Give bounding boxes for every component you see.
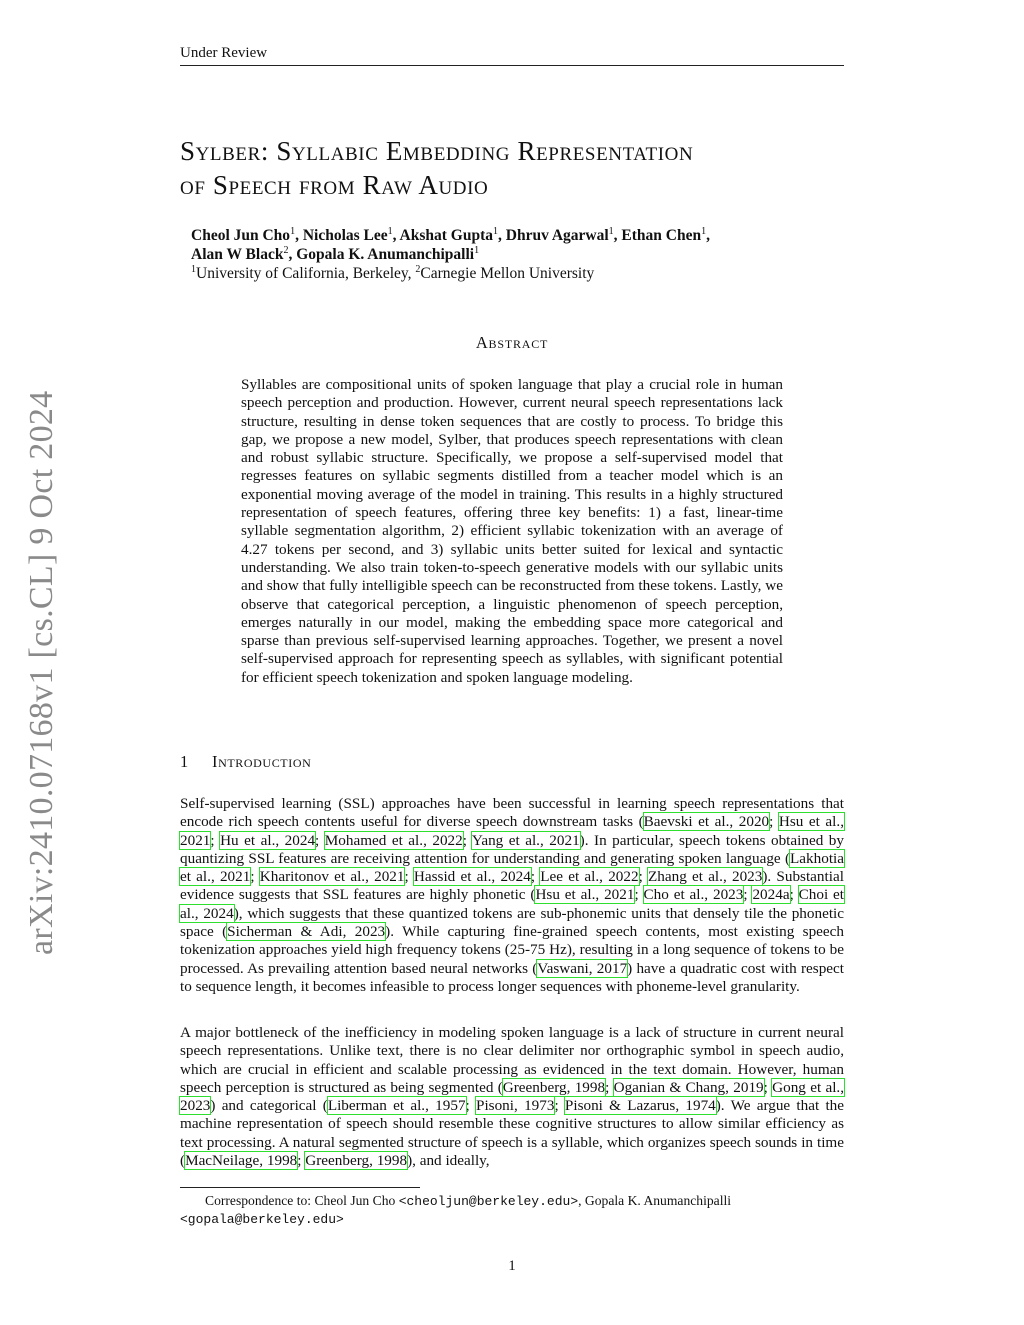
section-heading-introduction <box>180 752 844 772</box>
footnote-rule <box>180 1187 420 1188</box>
citation-link[interactable]: Sicherman & Adi, 2023 <box>227 923 386 941</box>
affiliation-marker: 1 <box>387 225 393 237</box>
affiliation-marker: 1 <box>290 225 296 237</box>
citation-link[interactable]: Zhang et al., 2023 <box>648 868 763 886</box>
affiliations <box>191 264 831 283</box>
citation-link[interactable]: Yang et al., 2021 <box>471 831 580 849</box>
footnote-text: , Gopala K. Anumanchipalli <box>578 1193 732 1208</box>
email-link[interactable]: <gopala@berkeley.edu> <box>180 1212 344 1227</box>
affiliation-marker: 1 <box>493 225 498 237</box>
running-head: Under Review <box>180 44 844 66</box>
affiliation-marker: 1 <box>474 244 480 256</box>
citation-link[interactable]: Vaswani, 2017 <box>537 959 628 977</box>
intro-paragraph-1: Self-supervised learning (SSL) approaches have been successful in learning speech representations that encode rich speech contents useful for diverse speech downstream tasks (Baevski et al., 2020; Hsu et al., 2021; Hu et al., 2024; Mohamed et al., 2022; Yang et al., 2021). In particular, speech tokens obtained by quantizing SSL features are receiving attention for understanding and generating spoken language (Lakhotia et al., 2021; Kharitonov et al., 2021; Hassid et al., 2024; Lee et al., 2022; Zhang et al., 2023). Substantial evidence suggests that SSL features are highly phonetic (Hsu et al., 2021; Cho et al., 2023; 2024a; Choi et al., 2024), which suggests that these quantized tokens are sub-phonemic units that densely tile the phonetic space (Sicherman & Adi, 2023). While capturing fine-grained speech contents, most existing speech tokenization approaches yield high frequency tokens (25-75 Hz), resulting in a long sequence of tokens to be processed. As prevailing attention based neural networks (Vaswani, 2017) have a quadratic cost with respect to sequence length, it becomes infeasible to process longer sequences with phoneme-level granularity. <box>180 795 845 995</box>
citation-link[interactable]: Baevski et al., 2020 <box>643 813 770 831</box>
affiliation-2: Carnegie Mellon University <box>420 265 595 282</box>
title-line-1: Sylber: Syllabic Embedding Representation <box>180 136 694 166</box>
page-number: 1 <box>508 1258 516 1274</box>
abstract-text: Syllables are compositional units of spoken language that play a crucial role in human speech perception and production. However, current neural speech representations lack structure, resulting in dense token sequences that are costly to process. To bridge this gap, we propose a new model, Sylber, that produces speech representations with clean and robust syllabic structure. Specifically, we propose a self-supervised model that regresses features on syllabic segments distilled from a teacher model which is an exponential moving average of the model in training. This results in a highly structured representation of speech features, offering three key benefits: 1) a fast, linear-time syllable segmentation algorithm, 2) efficient syllabic tokenization with an average of 4.27 tokens per second, and 3) syllabic units better suited for lexical and syntactic understanding. We also train token-to-speech generative models with our syllabic units and show that fully intelligible speech can be reconstructed from these tokens. Lastly, we observe that categorical perception, a linguistic phenomenon of speech perception, emerges naturally in our model, making the embedding space more categorical and sparse than previous self-supervised learning approaches. Together, we present a novel self-supervised approach for representing speech as syllables, with significant potential for efficient speech tokenization and spoken language modeling. <box>241 376 783 686</box>
intro-paragraph-2: A major bottleneck of the inefficiency in modeling spoken language is a lack of structure in current neural speech representations. Unlike text, there is no clear delimiter nor orthographic symbol in speech audio, which are crucial in efficient and scalable processing as evidenced in the text domain. However, human speech perception is structured as being segmented (Greenberg, 1998; Oganian & Chang, 2019; Gong et al., 2023) and categorical (Liberman et al., 1957; Pisoni, 1973; Pisoni & Lazarus, 1974). We argue that the machine representation of speech should resemble these cognitive structures to allow similar efficiency as text processing. A natural segmented structure of speech is a syllable, which organizes speech sounds in time (MacNeilage, 1998; Greenberg, 1998), and ideally, <box>180 1024 845 1170</box>
author-names: Cheol Jun Cho$^1$, Nicholas Lee$^1$, Akshat Gupta$^1$, Dhruv Agarwal$^1$, Ethan Chen$^1$, Alan W Black$^2$, Gopala K. Anumanchipalli$^1$ <box>191 225 710 263</box>
affiliation-marker: 1 <box>191 263 196 275</box>
author-name: Gopala K. Anumanchipalli <box>296 246 475 263</box>
citation-link[interactable]: Kharitonov et al., 2021 <box>259 868 405 886</box>
section-title: Introduction <box>212 752 312 771</box>
email-link[interactable]: <cheoljun@berkeley.edu> <box>398 1194 579 1209</box>
citation-link[interactable]: Pisoni, 1973 <box>476 1097 555 1115</box>
section-number: 1 <box>180 752 189 771</box>
arxiv-stamp: arXiv:2410.07168v1 [cs.CL] 9 Oct 2024 <box>23 390 60 955</box>
abstract-heading: Abstract <box>475 333 549 352</box>
citation-link[interactable]: Liberman et al., 1957 <box>327 1097 466 1115</box>
citation-link[interactable]: Hu et al., 2024 <box>220 831 316 849</box>
citation-link[interactable]: Greenberg, 1998 <box>305 1152 408 1170</box>
citation-link[interactable]: Lakhotia et al., 2021 <box>180 849 844 886</box>
author-name: Dhruv Agarwal <box>505 227 609 244</box>
citation-link[interactable]: 2024a <box>752 886 790 904</box>
footnote <box>180 1192 844 1228</box>
affiliation-1: University of California, Berkeley, <box>196 265 412 282</box>
affiliation-marker: 1 <box>701 225 707 237</box>
citation-link[interactable]: Hsu et al., 2021 <box>535 886 635 904</box>
author-name: Nicholas Lee <box>302 227 388 244</box>
citation-link[interactable]: Hsu et al., 2021 <box>180 813 844 849</box>
footnote-text: Correspondence to: Cheol Jun Cho <box>205 1193 399 1208</box>
author-name: Akshat Gupta <box>399 227 493 244</box>
author-name: Alan W Black <box>191 246 284 263</box>
citation-link[interactable]: Pisoni & Lazarus, 1974 <box>564 1097 716 1115</box>
citation-link[interactable]: Greenberg, 1998 <box>502 1078 606 1096</box>
affiliation-marker: 2 <box>283 244 289 256</box>
citation-link[interactable]: Choi et al., 2024 <box>180 886 845 922</box>
author-name: Cheol Jun Cho <box>191 227 291 244</box>
citation-link[interactable]: Gong et al., 2023 <box>180 1078 845 1115</box>
paper-title <box>180 134 860 202</box>
citation-link[interactable]: Cho et al., 2023 <box>643 886 744 904</box>
affiliation-marker: 1 <box>608 225 614 237</box>
title-line-2: of Speech from Raw Audio <box>180 170 489 200</box>
citation-link[interactable]: Mohamed et al., 2022 <box>324 831 463 849</box>
citation-link[interactable]: Oganian & Chang, 2019 <box>613 1078 764 1096</box>
citation-link[interactable]: Hassid et al., 2024 <box>413 868 531 886</box>
citation-link[interactable]: MacNeilage, 1998 <box>185 1152 298 1170</box>
citation-link[interactable]: Lee et al., 2022 <box>540 868 639 886</box>
affiliation-marker: 2 <box>415 263 421 275</box>
author-name: Ethan Chen <box>621 227 702 244</box>
author-block <box>191 226 831 283</box>
